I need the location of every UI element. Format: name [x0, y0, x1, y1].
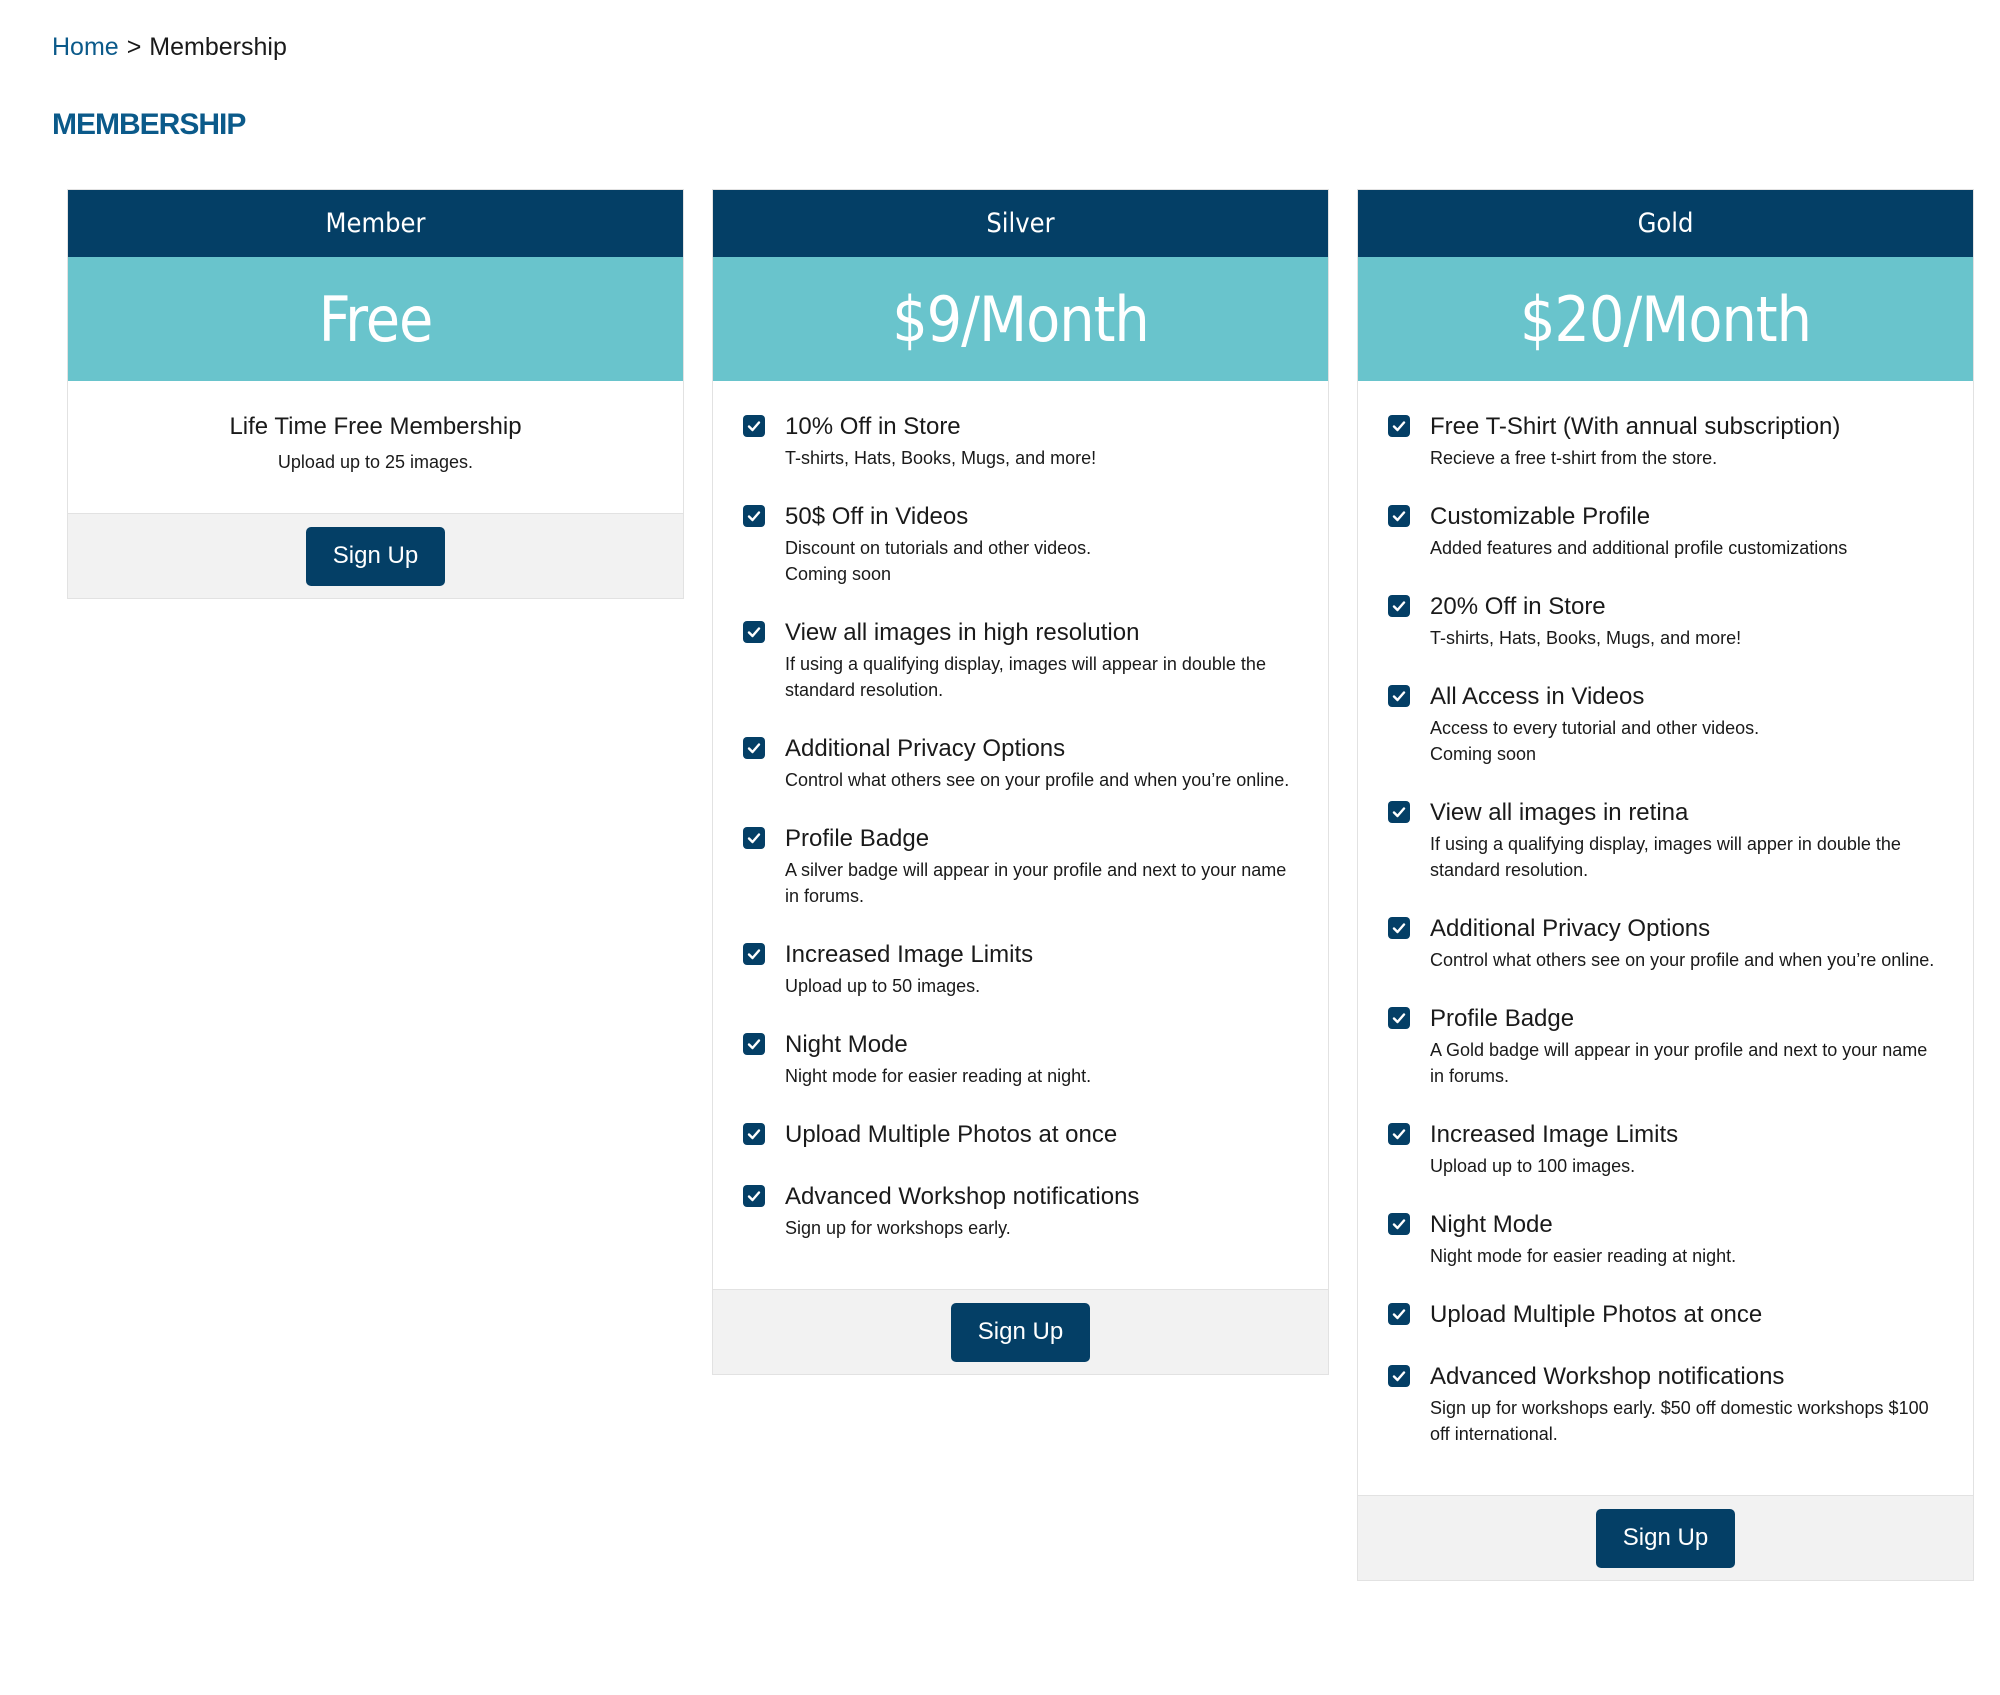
feature-text [1430, 1209, 1943, 1269]
feature-title: Increased Image Limits [785, 941, 1034, 968]
feature-description: A Gold badge will appear in your profile and next to your name in forums. [1430, 1040, 1928, 1086]
feature-description: Upload up to 50 images. [785, 976, 981, 996]
checkbox-checked-icon [743, 827, 765, 849]
feature-text [785, 1029, 1298, 1089]
checkbox-checked-icon [1388, 505, 1410, 527]
checkbox-checked-icon [1388, 415, 1410, 437]
feature-title: View all images in high resolution [785, 619, 1140, 646]
checkbox-checked-icon [1388, 917, 1410, 939]
sign-up-button-silver[interactable]: Sign Up [951, 1303, 1090, 1362]
feature-text [785, 1181, 1298, 1241]
feature-text [1430, 591, 1943, 651]
checkbox-checked-icon [743, 1185, 765, 1207]
checkbox-checked-icon [1388, 1007, 1410, 1029]
feature-text [785, 823, 1298, 909]
feature-item [743, 411, 1298, 471]
feature-title: Free T-Shirt (With annual subscription) [1430, 413, 1841, 440]
feature-item [743, 733, 1298, 793]
feature-description: Sign up for workshops early. $50 off domestic workshops $100 off international. [1430, 1398, 1929, 1444]
feature-description: Recieve a free t-shirt from the store. [1430, 448, 1718, 468]
checkbox-checked-icon [743, 737, 765, 759]
breadcrumb [52, 30, 287, 64]
feature-description: If using a qualifying display, images will apper in double the standard resolution. [1430, 834, 1901, 880]
feature-text [1430, 1003, 1943, 1089]
feature-text [1430, 913, 1943, 973]
feature-title: Upload Multiple Photos at once [785, 1121, 1118, 1148]
feature-description: Night mode for easier reading at night. [1430, 1246, 1737, 1266]
feature-item [1388, 1003, 1943, 1089]
feature-item [1388, 591, 1943, 651]
feature-description: T-shirts, Hats, Books, Mugs, and more! [785, 448, 1097, 468]
plan-name: Silver [713, 190, 1328, 257]
plan-card-silver [712, 189, 1329, 1375]
feature-title: Additional Privacy Options [785, 735, 1066, 762]
feature-item [743, 823, 1298, 909]
feature-item [743, 501, 1298, 587]
checkbox-checked-icon [1388, 1303, 1410, 1325]
checkbox-checked-icon [1388, 595, 1410, 617]
feature-item [743, 1029, 1298, 1089]
feature-text [785, 939, 1298, 999]
breadcrumb-current: Membership [149, 33, 287, 61]
feature-text [785, 733, 1298, 793]
feature-description: If using a qualifying display, images will appear in double the standard resolution. [785, 654, 1266, 700]
plan-name: Member [68, 190, 683, 257]
checkbox-checked-icon [1388, 1365, 1410, 1387]
feature-description: Discount on tutorials and other videos. Coming soon [785, 538, 1092, 584]
checkbox-checked-icon [743, 505, 765, 527]
plan-footer [713, 1289, 1328, 1374]
feature-text [1430, 1361, 1943, 1447]
feature-title: Increased Image Limits [1430, 1121, 1679, 1148]
breadcrumb-home-link[interactable]: Home [52, 33, 119, 61]
feature-title: Profile Badge [785, 825, 930, 852]
checkbox-checked-icon [1388, 1213, 1410, 1235]
feature-title: Night Mode [785, 1031, 908, 1058]
feature-title: Upload Multiple Photos at once [1430, 1301, 1763, 1328]
feature-item [1388, 681, 1943, 767]
feature-item [743, 1119, 1298, 1151]
feature-item [1388, 797, 1943, 883]
feature-item [1388, 411, 1943, 471]
feature-text [785, 501, 1298, 587]
feature-description: Night mode for easier reading at night. [785, 1066, 1092, 1086]
feature-description: T-shirts, Hats, Books, Mugs, and more! [1430, 628, 1742, 648]
plan-summary-title: Life Time Free Membership [229, 413, 522, 440]
feature-text [1430, 797, 1943, 883]
feature-description: Upload up to 100 images. [1430, 1156, 1636, 1176]
feature-title: Additional Privacy Options [1430, 915, 1711, 942]
feature-title: Advanced Workshop notifications [1430, 1363, 1785, 1390]
feature-text [1430, 411, 1943, 471]
feature-title: 50$ Off in Videos [785, 503, 969, 530]
breadcrumb-separator: > [126, 33, 142, 61]
plan-price: $20/Month [1358, 257, 1973, 381]
feature-text [785, 1119, 1298, 1151]
checkbox-checked-icon [743, 621, 765, 643]
feature-description: Control what others see on your profile and when you’re online. [785, 770, 1290, 790]
plan-footer [68, 513, 683, 598]
feature-title: Advanced Workshop notifications [785, 1183, 1140, 1210]
feature-item [743, 1181, 1298, 1241]
feature-item [1388, 501, 1943, 561]
checkbox-checked-icon [743, 415, 765, 437]
feature-text [1430, 681, 1943, 767]
checkbox-checked-icon [1388, 685, 1410, 707]
checkbox-checked-icon [743, 943, 765, 965]
feature-title: Customizable Profile [1430, 503, 1651, 530]
plan-summary-desc: Upload up to 25 images. [277, 452, 474, 472]
feature-item [1388, 913, 1943, 973]
feature-text [1430, 1119, 1943, 1179]
feature-item [1388, 1361, 1943, 1447]
plan-card-gold [1357, 189, 1974, 1581]
checkbox-checked-icon [743, 1033, 765, 1055]
plan-footer [1358, 1495, 1973, 1580]
feature-description: Access to every tutorial and other videos. Coming soon [1430, 718, 1760, 764]
checkbox-checked-icon [743, 1123, 765, 1145]
feature-title: All Access in Videos [1430, 683, 1645, 710]
page-title: MEMBERSHIP [52, 108, 246, 141]
sign-up-button-member[interactable]: Sign Up [306, 527, 445, 586]
plan-summary [68, 381, 683, 513]
feature-item [1388, 1209, 1943, 1269]
feature-item [1388, 1119, 1943, 1179]
feature-title: 20% Off in Store [1430, 593, 1606, 620]
feature-item [743, 617, 1298, 703]
plan-name: Gold [1358, 190, 1973, 257]
feature-list [1358, 381, 1973, 1495]
feature-text [785, 617, 1298, 703]
checkbox-checked-icon [1388, 1123, 1410, 1145]
feature-title: Night Mode [1430, 1211, 1553, 1238]
feature-text [1430, 1299, 1943, 1331]
feature-text [1430, 501, 1943, 561]
plan-price: $9/Month [713, 257, 1328, 381]
feature-item [743, 939, 1298, 999]
feature-description: Control what others see on your profile and when you’re online. [1430, 950, 1935, 970]
feature-title: Profile Badge [1430, 1005, 1575, 1032]
feature-description: Sign up for workshops early. [785, 1218, 1011, 1238]
feature-list [713, 381, 1328, 1289]
feature-title: View all images in retina [1430, 799, 1689, 826]
plan-price: Free [68, 257, 683, 381]
feature-title: 10% Off in Store [785, 413, 961, 440]
feature-description: A silver badge will appear in your profile and next to your name in forums. [785, 860, 1287, 906]
sign-up-button-gold[interactable]: Sign Up [1596, 1509, 1735, 1568]
checkbox-checked-icon [1388, 801, 1410, 823]
plan-card-member [67, 189, 684, 599]
feature-item [1388, 1299, 1943, 1331]
feature-text [785, 411, 1298, 471]
feature-description: Added features and additional profile customizations [1430, 538, 1848, 558]
